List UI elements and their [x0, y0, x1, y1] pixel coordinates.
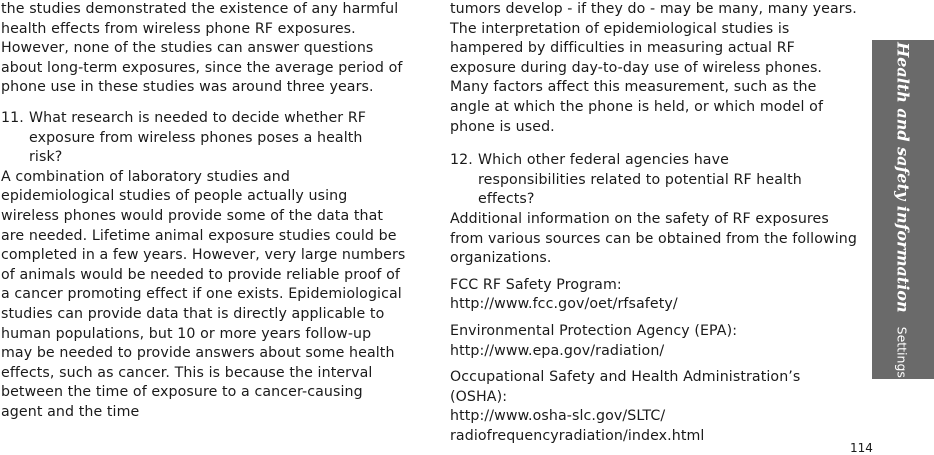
org-url[interactable]: http://www.osha-slc.gov/SLTC/ radiofrequencyradiation/index.html	[450, 408, 705, 444]
page-number: 114	[850, 441, 873, 455]
question-text: Which other federal agencies have responsibilities related to potential RF health effects?	[478, 152, 802, 208]
side-tab-label	[894, 42, 913, 378]
org-osha	[450, 368, 858, 446]
side-tab-title: Health and safety information	[893, 41, 913, 313]
org-url[interactable]: http://www.fcc.gov/oet/rfsafety/	[450, 296, 678, 313]
intro-paragraph: the studies demonstrated the existence of any harmful health effects from wireless phone RF exposures. However, none of the studies can answer questions about long-term exposures, since the average period of phone use in these studies was around three years.	[1, 1, 403, 96]
org-fcc	[450, 276, 858, 315]
org-name: Occupational Safety and Health Administration’s (OSHA):	[450, 369, 801, 405]
question-number: 11.	[1, 109, 24, 126]
org-url[interactable]: http://www.epa.gov/radiation/	[450, 342, 665, 359]
org-name: Environmental Protection Agency (EPA):	[450, 322, 738, 339]
additional-info-paragraph: Additional information on the safety of RF exposures from various sources can be obtained from the following organizations.	[450, 210, 857, 267]
left-column	[1, 0, 406, 422]
question-text: What research is needed to decide whether RF exposure from wireless phones poses a health risk?	[29, 109, 367, 166]
question-12	[450, 151, 858, 210]
continued-paragraph: tumors develop - if they do - may be many, many years. The interpretation of epidemiological studies is hampered by difficulties in measuring actual RF exposure during day-to-day use of wireless phones. Many factors affect this measurement, such as the angle at which the phone is held, or which model of phone is used.	[450, 1, 857, 135]
side-section-tab	[872, 40, 934, 379]
side-tab-subtitle: Settings	[894, 326, 910, 378]
question-number: 12.	[450, 152, 473, 169]
answer-paragraph: A combination of laboratory studies and epidemiological studies of people actually using wireless phones would provide some of the data that are needed. Lifetime animal exposure studies could be completed in a few years. However, very large numbers of animals would be needed to provide reliable proof of a cancer promoting effect if one exists. Epidemiological studies can provide data that is directly applicable to human populations, but 10 or more years follow-up may be needed to provide answers about some health effects, such as cancer. This is because the interval between the time of exposure to a cancer-causing agent and the time	[1, 168, 406, 420]
org-name: FCC RF Safety Program:	[450, 276, 622, 293]
org-epa	[450, 322, 858, 361]
right-column	[450, 0, 858, 446]
question-11	[1, 109, 406, 168]
